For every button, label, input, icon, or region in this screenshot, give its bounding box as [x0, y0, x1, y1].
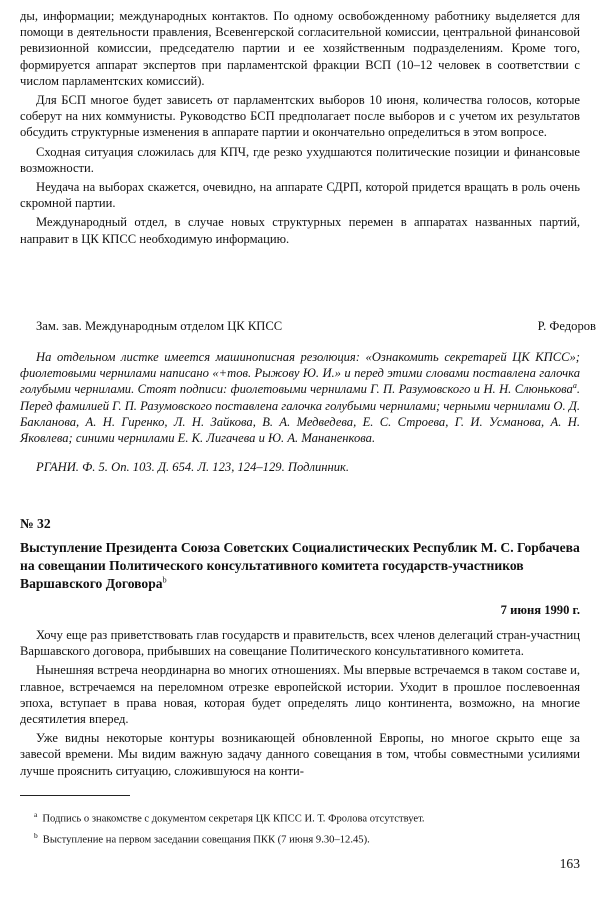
- paragraph-bsp: Для БСП многое будет зависеть от парламентских выборов 10 июня, количества голосов, которые соберут на них коммунисты. Руководство БСП предполагает после выборов и с учетом их результатов обсудить структурные изменения в аппарате партии и окончательно определиться в этом вопросе.: [20, 93, 580, 140]
- footnotes: [20, 808, 580, 847]
- paragraph-intl-dept: Международный отдел, в случае новых структурных перемен в аппаратах названных партий, направит в ЦК КПСС необходимую информацию.: [20, 215, 580, 246]
- paragraph-sdrp: Неудача на выборах скажется, очевидно, на аппарате СДРП, которой придется вращать в роль очень скромной партии.: [20, 180, 580, 211]
- document-date: 7 июня 1990 г.: [500, 603, 580, 617]
- speech-paragraph: Уже видны некоторые контуры возникающей обновленной Европы, но многое скрыто еще за завесой времени. Мы видим важную задачу данного совещания в том, чтобы совместными усилиями лучше прояснить ситуацию, сложившуюся на конти-: [20, 731, 580, 778]
- signature-position: Зам. зав. Международным отделом ЦК КПСС: [36, 319, 283, 333]
- speech-paragraph: Нынешняя встреча неординарна во многих отношениях. Мы впервые встречаемся в таком составе и, главное, встречаемся на переломном отрезке европейской истории. Уходит в прошлое послевоенная эпоха, вступает в права новая, которая будет определять лицо континента, возможно, на многие десятилетия вперед.: [20, 663, 580, 727]
- speech-paragraph: Хочу еще раз приветствовать глав государств и правительств, всех членов делегаций стран-участниц Варшавского договора, прибывших на совещание Политического консультативного комитета.: [20, 628, 580, 659]
- document-title: Выступление Президента Союза Советских Социалистических Республик М. С. Горбачева на совещании Политического консультативного комитета государств-участников Варшавского Договора$^b$: [20, 540, 580, 591]
- archive-reference: РГАНИ. Ф. 5. Оп. 103. Д. 654. Л. 123, 124–129. Подлинник.: [36, 460, 350, 475]
- footnote-ref-a: a: [572, 381, 577, 391]
- footnote: $^b$ Выступление на первом заседании совещания ПКК (7 июня 9.30–12.45).: [34, 830, 370, 846]
- document-number: № 32: [20, 516, 51, 531]
- paragraph-kpch: Сходная ситуация сложилась для КПЧ, где резко ухудшаются политические позиции и финансовые возможности.: [20, 144, 580, 175]
- footnote-ref-b: b: [162, 575, 167, 585]
- footnote: $^a$ Подпись о знакомстве с документом секретаря ЦК КПСС И. Т. Фролова отсутствует.: [34, 810, 425, 825]
- footnote-divider: [20, 795, 130, 796]
- page-number: 163: [559, 856, 580, 871]
- signature-name: Р. Федоров: [537, 319, 596, 333]
- paragraph-continuation: ды, информации; международных контактов. По одному освобожденному работнику выделяется для помощи в деятельности правления, Всевенгерской согласительной комиссии, центральной финансовой ревизионной комиссии, председателю партии и ее хозяйственным подразделениям. Кроме того, формируется аппарат экспертов при парламентской фракции ВСП (10–12 человек в соответствии с числом парламентских комиссий).: [20, 9, 580, 88]
- resolution-note: На отдельном листке имеется машинописная резолюция: «Ознакомить секретарей ЦК КПСС»; фиолетовыми чернилами написано «+тов. Рыжову Ю. И.» и перед этими словами поставлена галочка голубыми чернилами. Стоят подписи: фиолетовыми чернилами Г. П. Разумовского и Н. Н. Слюнькова$^a$. Перед фамилией Г. П. Разумовского поставлена галочка голубыми чернилами; черными чернилами О. Д. Бакланова, А. Н. Гиренко, Л. Н. Зайкова, В. А. Медведева, Е. С. Строева, Г. И. Усманова, А. Н. Яковлева; синими чернилами Е. К. Лигачева и Ю. А. Мананенкова.: [20, 350, 580, 446]
- signature-line: [20, 318, 596, 334]
- speech-body: [20, 627, 580, 779]
- document-header: [20, 515, 580, 618]
- archival-note: [20, 349, 580, 475]
- top-section: [20, 8, 580, 247]
